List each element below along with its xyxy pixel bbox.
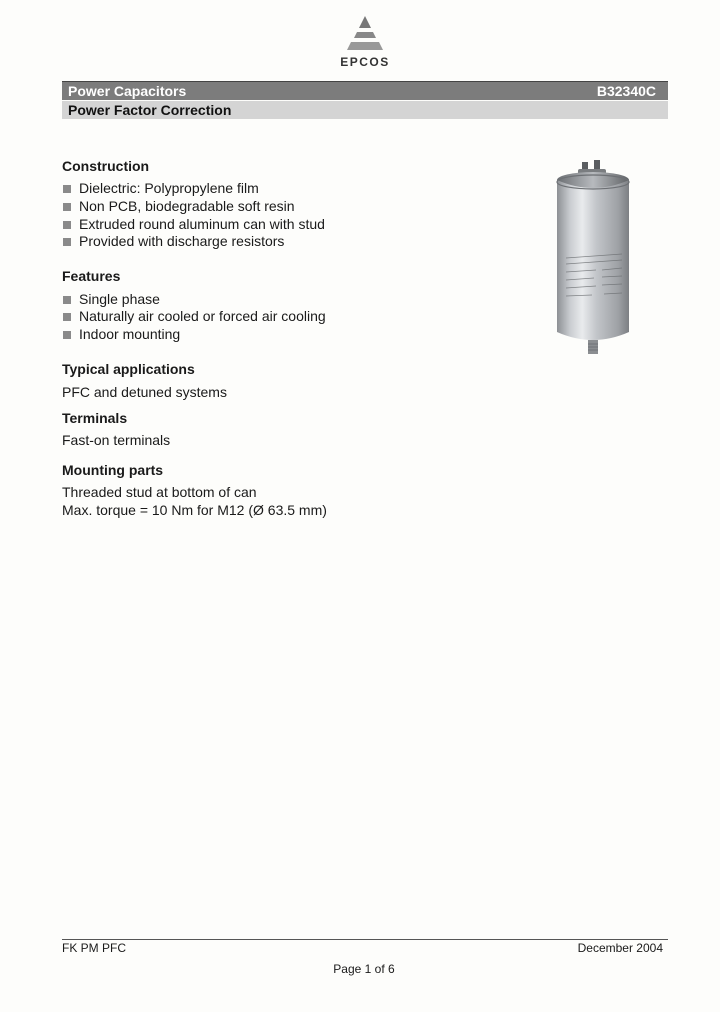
part-number: B32340C (596, 83, 656, 99)
epcos-logo (330, 14, 400, 70)
footer-divider (62, 939, 668, 940)
mounting-title: Mounting parts (62, 462, 164, 478)
epcos-triangle-icon (342, 14, 388, 54)
list-item: Single phase (62, 291, 160, 307)
mounting-line: Threaded stud at bottom of can (62, 484, 257, 500)
list-item: Dielectric: Polypropylene film (62, 180, 259, 196)
page-number: Page 1 of 6 (333, 962, 395, 976)
list-item: Extruded round aluminum can with stud (62, 216, 325, 232)
category-bar (62, 81, 668, 100)
terminals-text: Fast-on terminals (62, 432, 171, 448)
capacitor-illustration (548, 160, 638, 360)
footer-right: December 2004 (577, 941, 663, 955)
mounting-line: Max. torque = 10 Nm for M12 (Ø 63.5 mm) (62, 502, 327, 518)
terminals-title: Terminals (62, 410, 128, 426)
capacitor-image (548, 160, 638, 360)
construction-title: Construction (62, 158, 150, 174)
applications-text: PFC and detuned systems (62, 384, 227, 400)
subtitle-bar (62, 101, 668, 119)
list-item: Non PCB, biodegradable soft resin (62, 198, 295, 214)
category-title: Power Capacitors (68, 83, 187, 99)
subtitle-title: Power Factor Correction (68, 102, 232, 118)
logo-text: EPCOS (340, 55, 390, 69)
list-item: Provided with discharge resistors (62, 233, 284, 249)
footer-left: FK PM PFC (62, 941, 127, 955)
features-title: Features (62, 268, 121, 284)
list-item: Naturally air cooled or forced air cooling (62, 308, 326, 324)
applications-title: Typical applications (62, 361, 195, 377)
list-item: Indoor mounting (62, 326, 180, 342)
